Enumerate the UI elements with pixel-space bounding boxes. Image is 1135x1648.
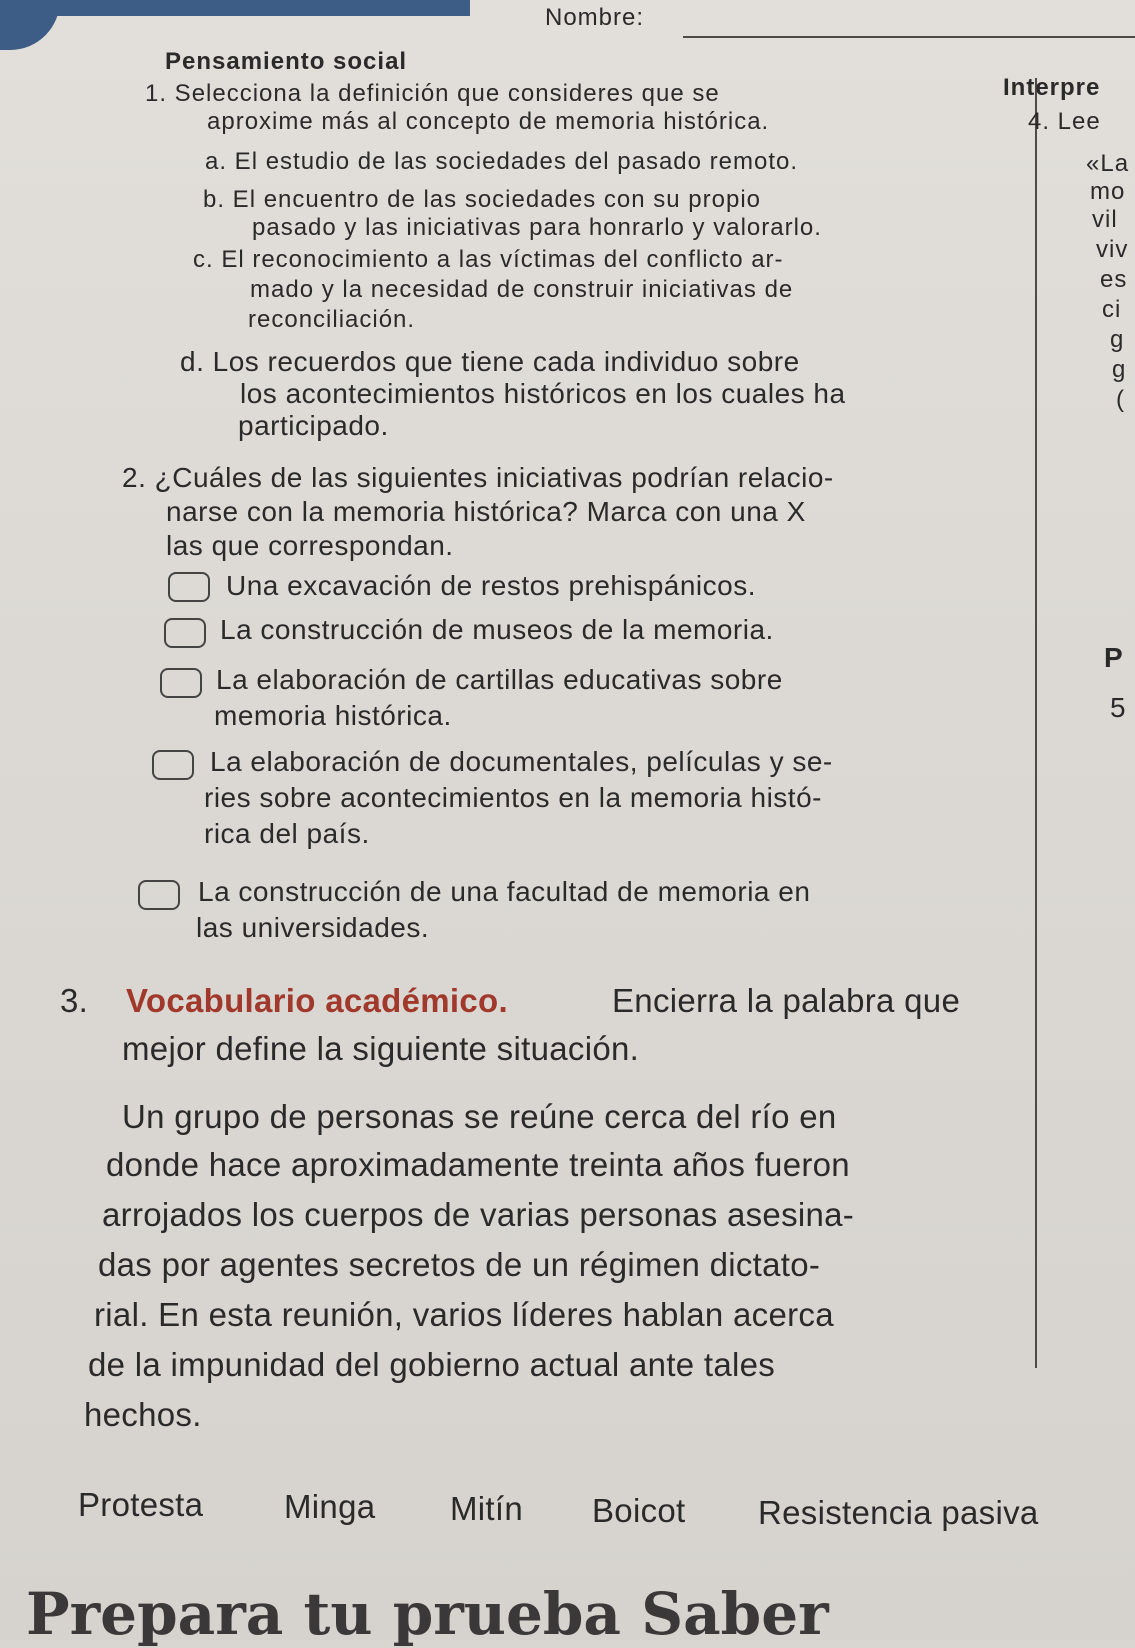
q3-choice-resistencia-pasiva[interactable]: Resistencia pasiva bbox=[758, 1494, 1039, 1531]
q2-option-4-cont: ries sobre acontecimientos en la memoria histó- bbox=[204, 782, 822, 813]
side-fragment: viv bbox=[1096, 236, 1129, 263]
nombre-field[interactable] bbox=[683, 36, 1135, 38]
side-fragment: g bbox=[1110, 326, 1125, 353]
q2-checkbox-5[interactable] bbox=[138, 880, 180, 910]
side-title: Interpre bbox=[1003, 74, 1101, 101]
q2-line: 2. ¿Cuáles de las siguientes iniciativas podrían relacio- bbox=[122, 462, 834, 493]
q2-checkbox-3[interactable] bbox=[160, 668, 202, 698]
q3-prompt-cont: mejor define la siguiente situación. bbox=[122, 1030, 640, 1067]
q2-option-3-cont: memoria histórica. bbox=[214, 700, 452, 731]
q3-passage-line: Un grupo de personas se reúne cerca del río en bbox=[122, 1098, 837, 1135]
q3-passage-line: hechos. bbox=[84, 1396, 202, 1433]
side-q4: 4. Lee bbox=[1028, 108, 1101, 135]
q2-checkbox-2[interactable] bbox=[164, 618, 206, 648]
q3-passage-line: rial. En esta reunión, varios líderes hablan acerca bbox=[94, 1296, 834, 1333]
q3-passage-line: arrojados los cuerpos de varias personas asesina- bbox=[102, 1196, 855, 1233]
q1-option-c-cont: mado y la necesidad de construir iniciativas de bbox=[250, 276, 794, 303]
q2-line: narse con la memoria histórica? Marca con una X bbox=[166, 496, 806, 527]
column-divider bbox=[1035, 78, 1037, 1368]
q3-choice-boicot[interactable]: Boicot bbox=[592, 1492, 686, 1529]
q2-option-3: La elaboración de cartillas educativas sobre bbox=[216, 664, 783, 695]
q1-option-b[interactable]: b. El encuentro de las sociedades con su propio bbox=[203, 186, 761, 213]
side-fragment: P bbox=[1104, 642, 1124, 673]
header-bar bbox=[0, 0, 470, 16]
q2-checkbox-1[interactable] bbox=[168, 572, 210, 602]
q2-checkbox-4[interactable] bbox=[152, 750, 194, 780]
q3-choice-protesta[interactable]: Protesta bbox=[78, 1486, 204, 1523]
q3-vocab-label: Vocabulario académico. bbox=[126, 982, 508, 1019]
q3-number: 3. bbox=[60, 982, 89, 1019]
nombre-label: Nombre: bbox=[545, 4, 645, 31]
q2-option-5: La construcción de una facultad de memoria en bbox=[198, 876, 811, 907]
q2-option-2: La construcción de museos de la memoria. bbox=[220, 614, 774, 645]
q3-passage-line: donde hace aproximadamente treinta años fueron bbox=[106, 1146, 850, 1183]
q3-passage-line: das por agentes secretos de un régimen dictato- bbox=[98, 1246, 821, 1283]
header-bar-curve bbox=[0, 0, 60, 50]
q1-option-d-cont: los acontecimientos históricos en los cuales ha bbox=[240, 378, 846, 409]
q1-line: 1. Selecciona la definición que consideres que se bbox=[145, 80, 720, 107]
side-fragment: 5 bbox=[1110, 692, 1127, 723]
q1-option-c-cont: reconciliación. bbox=[248, 306, 416, 333]
q2-option-1: Una excavación de restos prehispánicos. bbox=[226, 570, 757, 601]
side-fragment: ( bbox=[1116, 386, 1125, 413]
q1-option-b-cont: pasado y las iniciativas para honrarlo y valorarlo. bbox=[252, 214, 822, 241]
side-fragment: es bbox=[1100, 266, 1128, 293]
q3-prompt: Encierra la palabra que bbox=[612, 982, 961, 1019]
q3-choice-minga[interactable]: Minga bbox=[284, 1488, 376, 1525]
q2-option-5-cont: las universidades. bbox=[196, 912, 430, 943]
q2-option-4: La elaboración de documentales, películas y se- bbox=[210, 746, 833, 777]
q1-option-d-cont: participado. bbox=[238, 410, 389, 441]
q1-option-d[interactable]: d. Los recuerdos que tiene cada individuo sobre bbox=[180, 346, 800, 377]
side-fragment: ci bbox=[1102, 296, 1122, 323]
q1-option-c[interactable]: c. El reconocimiento a las víctimas del conflicto ar- bbox=[193, 246, 784, 273]
side-fragment: mo bbox=[1090, 178, 1126, 205]
q2-option-4-cont: rica del país. bbox=[204, 818, 370, 849]
side-fragment: g bbox=[1112, 356, 1127, 383]
q1-option-a[interactable]: a. El estudio de las sociedades del pasado remoto. bbox=[205, 148, 799, 175]
q2-line: las que correspondan. bbox=[166, 530, 454, 561]
side-fragment: vil bbox=[1092, 206, 1118, 233]
q3-choice-mitin[interactable]: Mitín bbox=[450, 1490, 524, 1527]
q3-passage-line: de la impunidad del gobierno actual ante tales bbox=[88, 1346, 776, 1383]
section-title: Pensamiento social bbox=[165, 48, 408, 75]
side-fragment: «La bbox=[1086, 150, 1130, 177]
q1-line: aproxime más al concepto de memoria histórica. bbox=[207, 108, 770, 135]
footer-title: Prepara tu prueba Saber bbox=[26, 1580, 829, 1648]
